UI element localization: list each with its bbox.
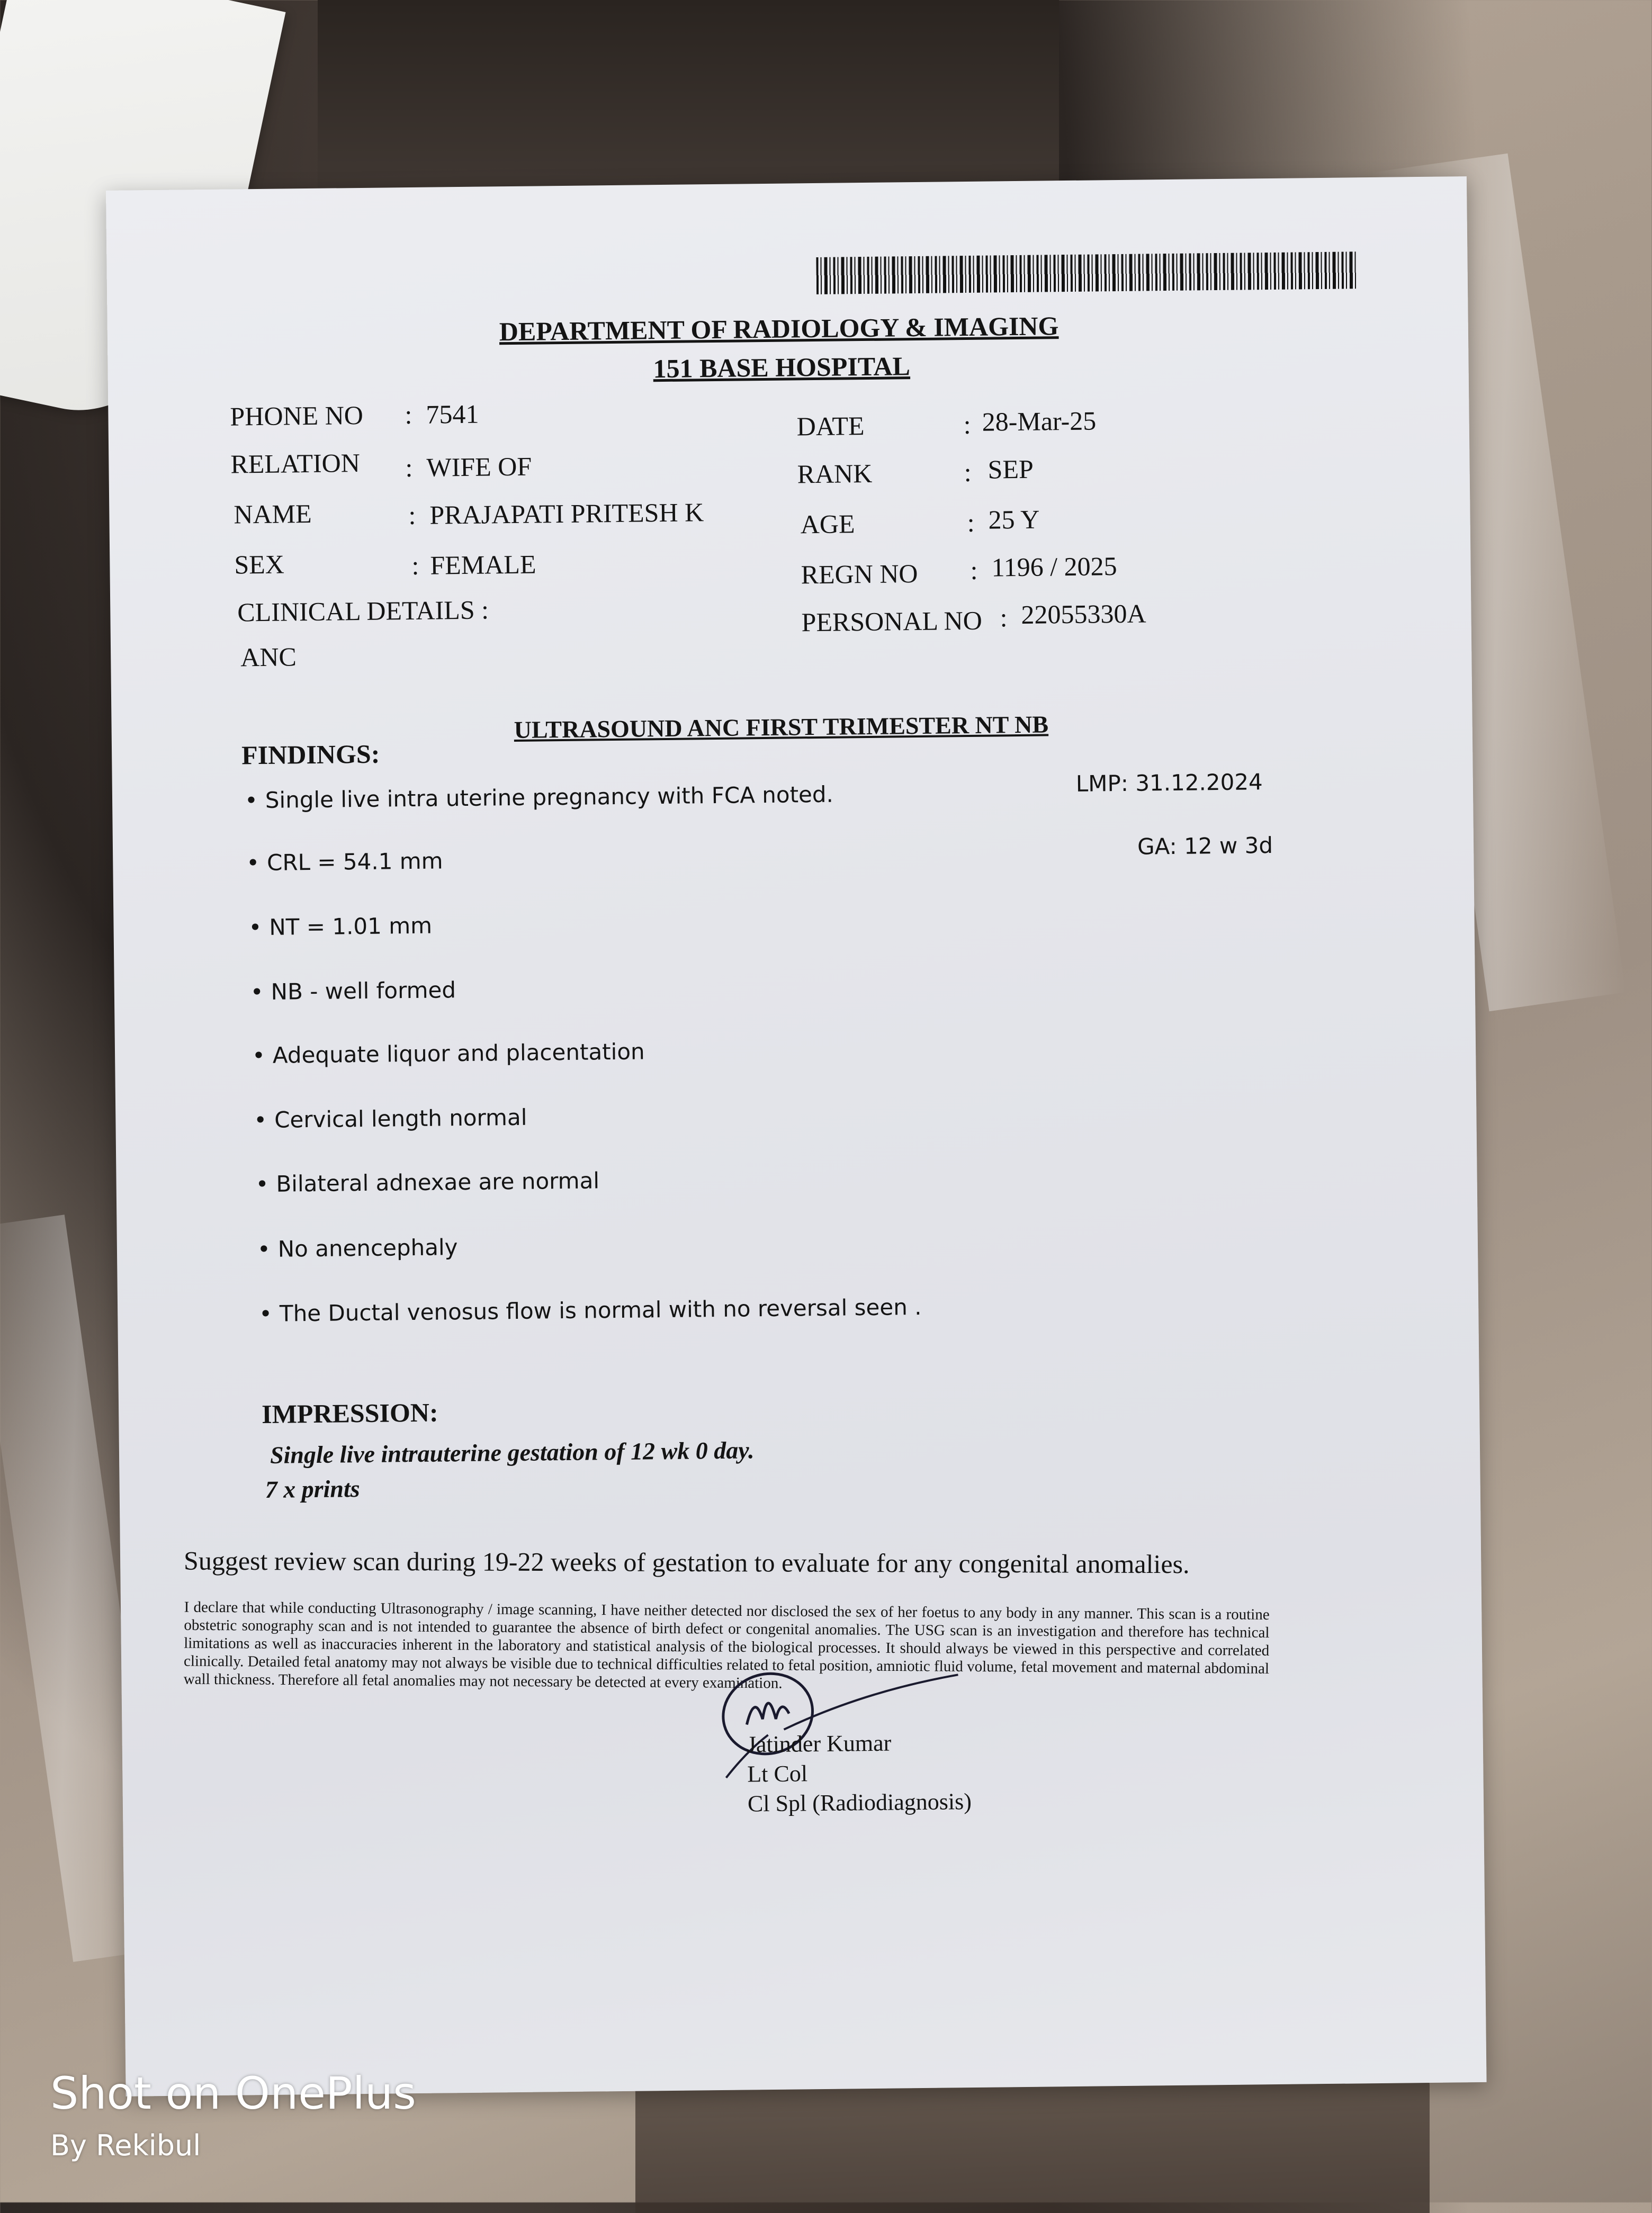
radiology-report-sheet [106, 176, 1487, 2097]
bullet-icon: • [254, 1106, 267, 1134]
finding-item: • NT = 1.01 mm [248, 912, 433, 941]
personal-no-value: 22055330A [1021, 598, 1146, 629]
bullet-icon: • [246, 850, 260, 876]
relation-label: RELATION [230, 448, 361, 479]
ga-note: GA: 12 w 3d [1137, 832, 1273, 860]
name-value: PRAJAPATI PRITESH K [429, 497, 704, 530]
bullet-icon: • [248, 914, 262, 941]
date-colon: : [963, 409, 971, 440]
impression-heading: IMPRESSION: [261, 1397, 438, 1429]
hospital-title: 151 BASE HOSPITAL [653, 351, 911, 384]
impression-prints: 7 x prints [265, 1475, 360, 1503]
department-title: DEPARTMENT OF RADIOLOGY & IMAGING [499, 311, 1059, 347]
camera-watermark [50, 2067, 416, 2162]
suggestion-text: Suggest review scan during 19-22 weeks of gestation to evaluate for any congenital anomalies. [184, 1545, 1190, 1579]
signatory-name: Jatinder Kumar [747, 1730, 892, 1758]
phone-no-value: 7541 [426, 399, 479, 429]
date-label: DATE [796, 411, 865, 442]
name-label: NAME [234, 498, 312, 529]
clinical-details-label: CLINICAL DETAILS : [237, 595, 489, 627]
signatory-rank: Lt Col [747, 1760, 808, 1787]
bullet-icon: • [252, 1042, 266, 1069]
finding-item: • Adequate liquor and placentation [252, 1038, 645, 1069]
phone-no-colon: : [405, 399, 412, 430]
disclaimer-text: I declare that while conducting Ultrasonography / image scanning, I have neither detected nor disclosed the sex of her foetus to any body in any manner. This scan is a routine obstetric sonography scan and is not intended to guarantee the absence of birth defect or congenital anomalies. The USG scan is an investigation and therefore has technical limitations as well as inaccuracies inherent in the laboratory and statistical analysis of the biological processes. It should always be viewed in this perspective and correlated clinically. Detailed fetal anatomy may not always be visible due to technical difficulties related to fetal position, amniotic fluid volume, fetal movement and maternal abdominal wall thickness. Therefore all fetal anomalies may not necessary be detected at every examination. [183, 1598, 1270, 1692]
impression-line: Single live intrauterine gestation of 12 wk 0 day. [270, 1436, 755, 1469]
age-colon: : [967, 507, 975, 537]
regn-no-value: 1196 / 2025 [991, 551, 1117, 582]
finding-item: • Single live intra uterine pregnancy with FCA noted. [244, 781, 834, 814]
phone-no-label: PHONE NO [230, 400, 364, 431]
finding-item: • Cervical length normal [254, 1104, 527, 1134]
finding-item: • Bilateral adnexae are normal [255, 1167, 600, 1198]
finding-item: • CRL = 54.1 mm [246, 848, 443, 876]
personal-no-colon: : [1000, 602, 1008, 633]
rank-colon: : [964, 457, 972, 488]
watermark-sub: By Rekibul [50, 2129, 201, 2162]
age-label: AGE [800, 509, 855, 539]
sex-label: SEX [234, 549, 285, 580]
age-value: 25 Y [988, 504, 1040, 535]
personal-no-label: PERSONAL NO [801, 605, 983, 637]
date-value: 28-Mar-25 [982, 406, 1097, 437]
bullet-icon: • [244, 787, 258, 814]
bullet-icon: • [258, 1300, 273, 1327]
study-title: ULTRASOUND ANC FIRST TRIMESTER NT NB [514, 710, 1049, 743]
watermark-main: Shot on OnePlus [50, 2067, 416, 2119]
finding-item: • The Ductal venosus flow is normal with no reversal seen . [258, 1293, 922, 1327]
signatory-block [747, 1728, 972, 1819]
relation-value: WIFE OF [426, 451, 532, 482]
bullet-icon: • [255, 1171, 269, 1198]
regn-no-colon: : [970, 555, 978, 585]
sex-colon: : [411, 550, 419, 580]
sex-value: FEMALE [430, 549, 536, 580]
barcode [816, 251, 1357, 294]
finding-item: • NB - well formed [250, 977, 456, 1005]
rank-value: SEP [987, 454, 1034, 484]
lmp-note: LMP: 31.12.2024 [1075, 769, 1263, 797]
findings-heading: FINDINGS: [241, 739, 380, 770]
rank-label: RANK [797, 458, 873, 489]
clinical-details-value: ANC [240, 642, 297, 672]
name-colon: : [408, 500, 416, 530]
relation-colon: : [405, 452, 413, 483]
bullet-icon: • [250, 978, 264, 1005]
finding-item: • No anencephaly [257, 1234, 458, 1263]
signatory-designation: Cl Spl (Radiodiagnosis) [747, 1788, 972, 1817]
bullet-icon: • [257, 1236, 271, 1263]
regn-no-label: REGN NO [801, 558, 918, 590]
